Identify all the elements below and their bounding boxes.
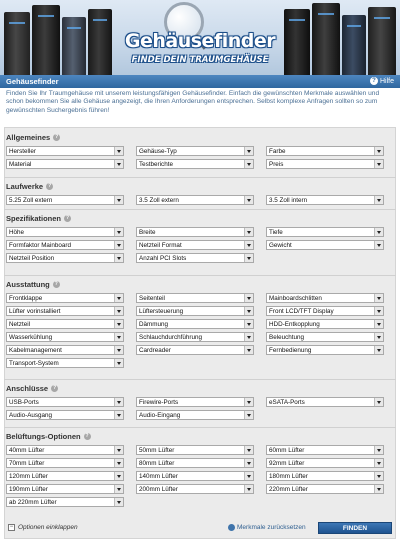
filter-select-label: 92mm Lüfter	[269, 460, 305, 467]
chevron-down-icon[interactable]	[244, 472, 253, 480]
filter-select-label: Formfaktor Mainboard	[9, 242, 71, 249]
filter-select[interactable]	[266, 195, 384, 205]
banner-subtitle: FINDE DEIN TRAUMGEHÄUSE	[131, 55, 269, 65]
case-image	[368, 7, 396, 75]
filter-select[interactable]	[136, 253, 254, 263]
filter-select[interactable]	[136, 471, 254, 481]
section-title-text: Spezifikationen	[6, 214, 62, 223]
filter-select-label: Testberichte	[139, 161, 173, 168]
case-image	[342, 15, 366, 75]
filter-select-label: Frontklappe	[9, 295, 43, 302]
filter-select-label: Wasserkühlung	[9, 334, 53, 341]
chevron-down-icon[interactable]	[244, 346, 253, 354]
chevron-down-icon[interactable]	[374, 346, 383, 354]
filter-select-label: Farbe	[269, 148, 286, 155]
filter-select-label: Fernbedienung	[269, 347, 312, 354]
filter-select-label: 3.5 Zoll intern	[269, 197, 308, 204]
chevron-down-icon[interactable]	[244, 398, 253, 406]
chevron-down-icon[interactable]	[114, 472, 123, 480]
chevron-down-icon[interactable]	[114, 346, 123, 354]
chevron-down-icon[interactable]	[114, 359, 123, 367]
filter-select-label: Lüftersteuerung	[139, 308, 184, 315]
chevron-down-icon[interactable]	[374, 241, 383, 249]
filter-select[interactable]	[266, 484, 384, 494]
filter-select[interactable]	[266, 458, 384, 468]
chevron-down-icon[interactable]	[244, 294, 253, 302]
filter-select-label: 180mm Lüfter	[269, 473, 308, 480]
section-title-text: Ausstattung	[6, 280, 50, 289]
filter-select-label: Netzteil Format	[139, 242, 182, 249]
filter-select[interactable]	[6, 471, 124, 481]
filter-select-label: 40mm Lüfter	[9, 447, 45, 454]
header-bar	[0, 75, 400, 88]
banner	[0, 0, 400, 75]
chevron-down-icon[interactable]	[114, 459, 123, 467]
filter-select[interactable]	[266, 159, 384, 169]
chevron-down-icon[interactable]	[114, 228, 123, 236]
filter-select[interactable]	[6, 458, 124, 468]
filter-select-label: Netzteil Position	[9, 255, 55, 262]
filter-select[interactable]	[136, 332, 254, 342]
filter-select-label: Gewicht	[269, 242, 292, 249]
filter-select-label: HDD-Entkopplung	[269, 321, 320, 328]
filter-select[interactable]	[136, 458, 254, 468]
section-divider	[4, 209, 396, 210]
chevron-down-icon[interactable]	[114, 446, 123, 454]
filter-select-label: Tiefe	[269, 229, 283, 236]
filter-select-label: Dämmung	[139, 321, 169, 328]
footer	[0, 518, 400, 538]
filter-select[interactable]	[136, 240, 254, 250]
chevron-down-icon[interactable]	[374, 446, 383, 454]
filter-select-label: Front LCD/TFT Display	[269, 308, 334, 315]
chevron-down-icon[interactable]	[374, 228, 383, 236]
filter-select-label: Firewire-Ports	[139, 399, 179, 406]
filter-select-label: 5.25 Zoll extern	[9, 197, 53, 204]
filter-select[interactable]	[266, 319, 384, 329]
chevron-down-icon[interactable]	[374, 459, 383, 467]
filter-select[interactable]	[266, 332, 384, 342]
chevron-down-icon[interactable]	[374, 294, 383, 302]
filter-select-label: 80mm Lüfter	[139, 460, 175, 467]
chevron-down-icon[interactable]	[114, 241, 123, 249]
chevron-down-icon[interactable]	[114, 411, 123, 419]
section-title-text: Laufwerke	[6, 182, 44, 191]
filter-select[interactable]	[6, 227, 124, 237]
collapse-icon: −	[9, 524, 14, 530]
filter-select[interactable]	[136, 195, 254, 205]
filter-select[interactable]	[6, 253, 124, 263]
filter-select-label: Audio-Ausgang	[9, 412, 53, 419]
chevron-down-icon[interactable]	[114, 498, 123, 506]
collapse-options-link[interactable]	[8, 524, 78, 531]
section-divider	[4, 379, 396, 380]
filter-select[interactable]	[136, 293, 254, 303]
help-label: Hilfe	[379, 77, 394, 85]
intro-text: Finden Sie Ihr Traumgehäuse mit unserem leistungsfähigen Gehäusefinder. Einfach die gewünschten Merkmale auswählen und schon bekommen Sie alle Gehäuse angezeigt, die Ihren Anforderungen entsprechen. Selbst komplexe Anfragen sollten so zum gewünschten Suchergebnis führen!	[6, 90, 380, 114]
case-image	[32, 5, 60, 75]
case-image	[88, 9, 112, 75]
find-button[interactable]: FINDEN	[318, 522, 392, 534]
filter-select[interactable]	[6, 497, 124, 507]
chevron-down-icon[interactable]	[244, 196, 253, 204]
filter-select[interactable]	[6, 410, 124, 420]
case-image	[312, 3, 340, 75]
info-icon[interactable]: ?	[55, 134, 59, 140]
info-icon[interactable]: ?	[48, 183, 52, 189]
collapse-label: Optionen einklappen	[18, 524, 78, 531]
filter-select-label: 140mm Lüfter	[139, 473, 178, 480]
case-image	[62, 17, 86, 75]
page-title: Gehäusefinder	[6, 77, 59, 86]
chevron-down-icon[interactable]	[244, 241, 253, 249]
info-icon[interactable]: ?	[65, 215, 70, 221]
filter-select[interactable]	[136, 345, 254, 355]
chevron-down-icon[interactable]	[374, 307, 383, 315]
chevron-down-icon[interactable]	[244, 147, 253, 155]
filter-select[interactable]	[266, 397, 384, 407]
chevron-down-icon[interactable]	[114, 320, 123, 328]
filter-select-label: Gehäuse-Typ	[139, 148, 177, 155]
filter-select[interactable]	[266, 240, 384, 250]
filter-select-label: 60mm Lüfter	[269, 447, 305, 454]
chevron-down-icon[interactable]	[374, 320, 383, 328]
chevron-down-icon[interactable]	[374, 472, 383, 480]
filter-select[interactable]	[266, 306, 384, 316]
filter-select[interactable]	[6, 358, 124, 368]
filter-select-label: eSATA-Ports	[269, 399, 305, 406]
chevron-down-icon[interactable]	[244, 160, 253, 168]
chevron-down-icon[interactable]	[244, 459, 253, 467]
section-title-laufwerke	[6, 182, 53, 191]
filter-select-label: Breite	[139, 229, 156, 236]
chevron-down-icon[interactable]	[114, 196, 123, 204]
filter-select[interactable]	[266, 293, 384, 303]
filter-select-label: Anzahl PCI Slots	[139, 255, 187, 262]
filter-select-label: Hersteller	[9, 148, 36, 155]
chevron-down-icon[interactable]	[114, 160, 123, 168]
chevron-down-icon[interactable]	[374, 196, 383, 204]
info-icon[interactable]: ?	[54, 281, 58, 287]
chevron-down-icon[interactable]	[244, 320, 253, 328]
filter-select-label: 70mm Lüfter	[9, 460, 45, 467]
section-title-belueftung	[6, 432, 91, 441]
filter-select-label: 190mm Lüfter	[9, 486, 48, 493]
filter-select[interactable]	[136, 146, 254, 156]
filter-select-label: Seitenteil	[139, 295, 165, 302]
case-image	[4, 12, 30, 75]
filter-select[interactable]	[136, 410, 254, 420]
section-title-ausstattung	[6, 280, 60, 289]
chevron-down-icon[interactable]	[114, 333, 123, 341]
filter-select-label: 3.5 Zoll extern	[139, 197, 179, 204]
chevron-down-icon[interactable]	[374, 147, 383, 155]
filter-select-label: Lüfter vorinstalliert	[9, 308, 61, 315]
filter-select-label: Beleuchtung	[269, 334, 305, 341]
filter-select[interactable]	[266, 146, 384, 156]
chevron-down-icon[interactable]	[244, 307, 253, 315]
filter-select[interactable]	[6, 293, 124, 303]
filter-select-label: Netzteil	[9, 321, 30, 328]
reset-label: Merkmale zurücksetzen	[237, 524, 306, 531]
filter-select-label: Audio-Eingang	[139, 412, 181, 419]
chevron-down-icon[interactable]	[114, 485, 123, 493]
section-title-text: Anschlüsse	[6, 384, 49, 393]
filter-select[interactable]	[6, 319, 124, 329]
filter-select-label: Mainboardschlitten	[269, 295, 322, 302]
filter-select[interactable]	[136, 306, 254, 316]
filter-select[interactable]	[6, 306, 124, 316]
filter-select[interactable]	[266, 227, 384, 237]
chevron-down-icon[interactable]	[114, 254, 123, 262]
filter-select[interactable]	[6, 159, 124, 169]
filter-select-label: USB-Ports	[9, 399, 39, 406]
section-title-allgemeines	[6, 133, 60, 142]
info-icon[interactable]: ?	[53, 385, 57, 391]
filter-select[interactable]	[266, 345, 384, 355]
chevron-down-icon[interactable]	[244, 333, 253, 341]
chevron-down-icon[interactable]	[374, 333, 383, 341]
filter-select[interactable]	[136, 445, 254, 455]
chevron-down-icon[interactable]	[374, 398, 383, 406]
filter-select-label: Höhe	[9, 229, 25, 236]
help-link[interactable]	[370, 77, 394, 85]
section-title-spezifikationen	[6, 214, 71, 223]
section-title-text: Allgemeines	[6, 133, 51, 142]
info-icon[interactable]: ?	[85, 433, 89, 439]
help-icon: ?	[370, 77, 378, 85]
banner-title: Gehäusefinder	[124, 30, 276, 52]
filter-select[interactable]	[266, 445, 384, 455]
reset-icon	[228, 524, 235, 531]
filter-select[interactable]	[136, 159, 254, 169]
filter-select-label: Kabelmanagement	[9, 347, 62, 354]
chevron-down-icon[interactable]	[114, 398, 123, 406]
chevron-down-icon[interactable]	[114, 294, 123, 302]
filter-select[interactable]	[136, 397, 254, 407]
case-image	[284, 9, 310, 75]
chevron-down-icon[interactable]	[244, 228, 253, 236]
filter-select-label: 50mm Lüfter	[139, 447, 175, 454]
filter-select[interactable]	[266, 471, 384, 481]
filter-select[interactable]	[136, 484, 254, 494]
chevron-down-icon[interactable]	[244, 411, 253, 419]
chevron-down-icon[interactable]	[244, 446, 253, 454]
filter-select[interactable]	[6, 240, 124, 250]
chevron-down-icon[interactable]	[374, 160, 383, 168]
filter-select[interactable]	[136, 227, 254, 237]
chevron-down-icon[interactable]	[374, 485, 383, 493]
filter-select-label: ab 220mm Lüfter	[9, 499, 57, 506]
filter-select-label: Cardreader	[139, 347, 171, 354]
filter-select-label: Transport-System	[9, 360, 59, 367]
filter-select[interactable]	[6, 345, 124, 355]
section-title-text: Belüftungs-Optionen	[6, 432, 81, 441]
filter-select-label: 200mm Lüfter	[139, 486, 178, 493]
section-divider	[4, 427, 396, 428]
filter-select[interactable]	[136, 319, 254, 329]
chevron-down-icon[interactable]	[114, 147, 123, 155]
chevron-down-icon[interactable]	[244, 485, 253, 493]
filter-select[interactable]	[6, 332, 124, 342]
filter-select-label: Schlauchdurchführung	[139, 334, 203, 341]
filter-select[interactable]	[6, 146, 124, 156]
reset-link[interactable]	[228, 524, 306, 531]
filter-select-label: Material	[9, 161, 32, 168]
chevron-down-icon[interactable]	[244, 254, 253, 262]
section-title-anschluesse	[6, 384, 58, 393]
filter-select-label: Preis	[269, 161, 284, 168]
filter-select[interactable]	[6, 484, 124, 494]
filter-select-label: 120mm Lüfter	[9, 473, 48, 480]
chevron-down-icon[interactable]	[114, 307, 123, 315]
filter-select[interactable]	[6, 195, 124, 205]
filter-select-label: 220mm Lüfter	[269, 486, 308, 493]
section-divider	[4, 275, 396, 276]
filter-select[interactable]	[6, 445, 124, 455]
filter-select[interactable]	[6, 397, 124, 407]
section-divider	[4, 177, 396, 178]
